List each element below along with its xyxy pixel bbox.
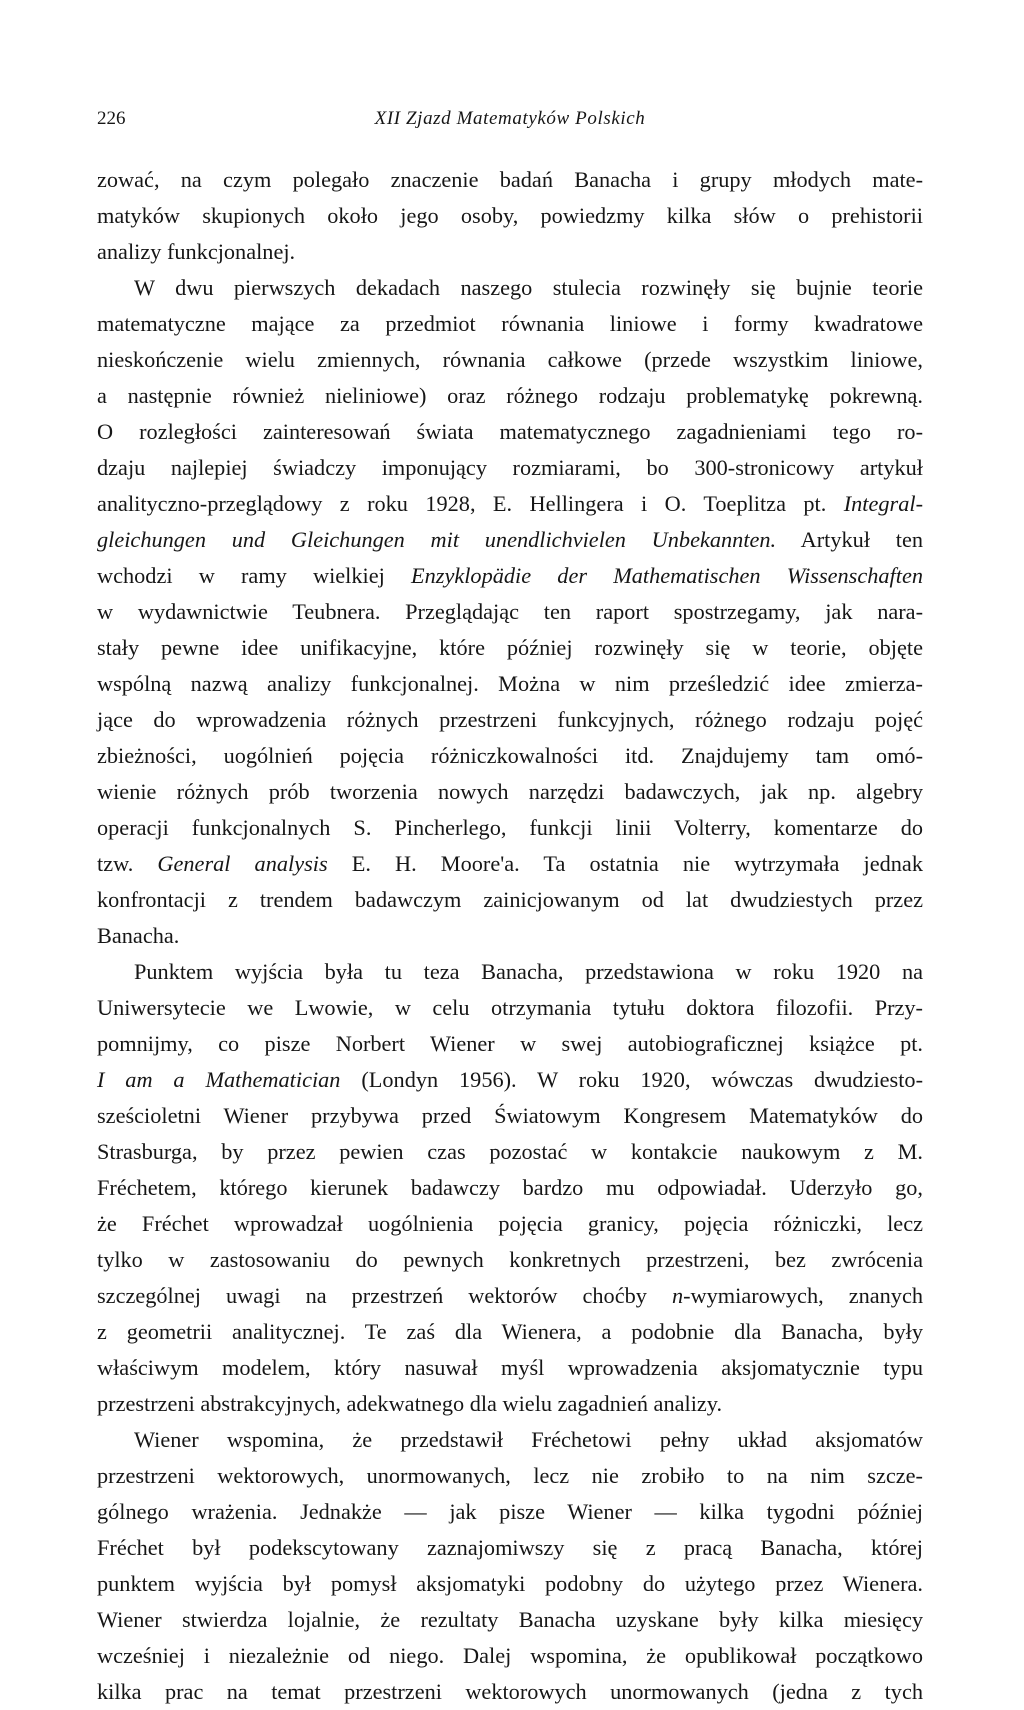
text-segment: przestrzeni abstrakcyjnych, adekwatnego dla wielu zagadnień analizy.	[97, 1391, 723, 1416]
text-segment: wcześniej i niezależnie od niego. Dalej wspomina, że opublikował początkowo	[97, 1643, 923, 1668]
text-segment: dzaju najlepiej świadczy imponujący rozmiarami, bo 300-stronicowy artykuł	[97, 455, 923, 480]
text-segment: Wiener stwierdza lojalnie, że rezultaty Banacha uzyskane były kilka miesięcy	[97, 1607, 923, 1632]
text-segment: w wydawnictwie Teubnera. Przeglądając ten raport spostrzegamy, jak nara-	[97, 599, 923, 624]
page-number: 226	[97, 108, 126, 129]
text-segment: zbieżności, uogólnień pojęcia różniczkowalności itd. Znajdujemy tam omó-	[97, 743, 923, 768]
text-line	[97, 1458, 923, 1494]
text-line	[97, 1566, 923, 1602]
text-line	[97, 270, 923, 306]
italic-text-segment: General analysis	[157, 851, 328, 876]
text-segment: operacji funkcjonalnych S. Pincherlego, funkcji linii Volterry, komentarze do	[97, 815, 923, 840]
text-segment: matyków skupionych około jego osoby, powiedzmy kilka słów o prehistorii	[97, 203, 923, 228]
text-segment: pomnijmy, co pisze Norbert Wiener w swej autobiograficznej książce pt.	[97, 1031, 923, 1056]
text-segment: analizy funkcjonalnej.	[97, 239, 296, 264]
text-segment: -wymiarowych, znanych	[683, 1283, 923, 1308]
text-line	[97, 738, 923, 774]
text-line	[97, 1386, 923, 1422]
text-segment: z geometrii analitycznej. Te zaś dla Wienera, a podobnie dla Banacha, były	[97, 1319, 923, 1344]
text-segment: Fréchet był podekscytowany zaznajomiwszy się z pracą Banacha, której	[97, 1535, 923, 1560]
text-segment: a następnie również nieliniowe) oraz różnego rodzaju problematykę pokrewną.	[97, 383, 923, 408]
text-line	[97, 558, 923, 594]
italic-text-segment: gleichungen und Gleichungen mit unendlichvielen Unbekannten.	[97, 527, 777, 552]
text-segment: matematyczne mające za przedmiot równania liniowe i formy kwadratowe	[97, 311, 923, 336]
text-segment: przestrzeni wektorowych, unormowanych, lecz nie zrobiło to na nim szcze-	[97, 1463, 923, 1488]
text-segment: analityczno-przeglądowy z roku 1928, E. Hellingera i O. Toeplitza pt.	[97, 491, 844, 516]
text-segment: właściwym modelem, który nasuwał myśl wprowadzenia aksjomatycznie typu	[97, 1355, 923, 1380]
text-line	[97, 1314, 923, 1350]
text-segment: Fréchetem, którego kierunek badawczy bardzo mu odpowiadał. Uderzyło go,	[97, 1175, 923, 1200]
italic-text-segment: n	[671, 1283, 684, 1308]
text-line	[97, 1026, 923, 1062]
text-segment: stały pewne idee unifikacyjne, które później rozwinęły się w teorie, objęte	[97, 635, 923, 660]
italic-text-segment: I am a Mathematician	[97, 1067, 341, 1092]
text-segment: W dwu pierwszych dekadach naszego stulecia rozwinęły się bujnie teorie	[134, 275, 923, 300]
text-segment: szczególnej uwagi na przestrzeń wektorów choćby	[97, 1283, 672, 1308]
text-line	[97, 630, 923, 666]
text-line	[97, 1134, 923, 1170]
text-line	[97, 882, 923, 918]
text-line	[97, 378, 923, 414]
text-line	[97, 990, 923, 1026]
text-segment: zować, na czym polegało znaczenie badań Banacha i grupy młodych mate-	[97, 167, 923, 192]
text-segment: jące do wprowadzenia różnych przestrzeni funkcyjnych, różnego rodzaju pojęć	[97, 707, 923, 732]
running-title: XII Zjazd Matematyków Polskich	[374, 108, 646, 129]
text-line	[97, 1062, 923, 1098]
text-line	[97, 846, 923, 882]
text-line	[97, 1638, 923, 1674]
text-line	[97, 1278, 923, 1314]
text-line	[97, 702, 923, 738]
text-line	[97, 1242, 923, 1278]
text-segment: tzw.	[97, 851, 158, 876]
text-line	[97, 1530, 923, 1566]
text-segment: O rozległości zainteresowań świata matematycznego zagadnieniami tego ro-	[97, 419, 923, 444]
text-line	[97, 198, 923, 234]
text-line	[97, 306, 923, 342]
text-line	[97, 774, 923, 810]
text-line	[97, 486, 923, 522]
text-segment: konfrontacji z trendem badawczym zainicjowanym od lat dwudziestych przez	[97, 887, 923, 912]
text-segment: Uniwersytecie we Lwowie, w celu otrzymania tytułu doktora filozofii. Przy-	[97, 995, 923, 1020]
body-text	[97, 162, 923, 1710]
text-segment: Strasburga, by przez pewien czas pozostać w kontakcie naukowym z M.	[97, 1139, 923, 1164]
text-line	[97, 1602, 923, 1638]
text-line	[97, 522, 923, 558]
italic-text-segment: Integral-	[843, 491, 923, 516]
text-segment: kilka prac na temat przestrzeni wektorowych unormowanych (jedna z tych	[97, 1679, 923, 1704]
text-line	[97, 1350, 923, 1386]
text-line	[97, 234, 923, 270]
text-segment: Wiener wspomina, że przedstawił Fréchetowi pełny układ aksjomatów	[134, 1427, 923, 1452]
text-segment: punktem wyjścia był pomysł aksjomatyki podobny do użytego przez Wienera.	[97, 1571, 923, 1596]
text-segment: Punktem wyjścia była tu teza Banacha, przedstawiona w roku 1920 na	[134, 959, 923, 984]
text-segment: Artykuł ten	[776, 527, 923, 552]
text-segment: wspólną nazwą analizy funkcjonalnej. Można w nim prześledzić idee zmierza-	[97, 671, 923, 696]
text-line	[97, 1098, 923, 1134]
text-segment: Banacha.	[97, 923, 180, 948]
text-segment: wchodzi w ramy wielkiej	[97, 563, 411, 588]
text-line	[97, 450, 923, 486]
text-line	[97, 954, 923, 990]
text-segment: gólnego wrażenia. Jednakże — jak pisze Wiener — kilka tygodni później	[97, 1499, 923, 1524]
text-line	[97, 810, 923, 846]
running-header	[97, 106, 923, 132]
text-segment: (Londyn 1956). W roku 1920, wówczas dwudziesto-	[340, 1067, 923, 1092]
text-line	[97, 1206, 923, 1242]
text-line	[97, 1494, 923, 1530]
text-line	[97, 414, 923, 450]
text-line	[97, 918, 923, 954]
text-line	[97, 162, 923, 198]
text-segment: że Fréchet wprowadzał uogólnienia pojęcia granicy, pojęcia różniczki, lecz	[97, 1211, 923, 1236]
text-segment: wienie różnych prób tworzenia nowych narzędzi badawczych, jak np. algebry	[97, 779, 923, 804]
text-segment: E. H. Moore'a. Ta ostatnia nie wytrzymała jednak	[327, 851, 923, 876]
text-segment: nieskończenie wielu zmiennych, równania całkowe (przede wszystkim liniowe,	[97, 347, 923, 372]
text-segment: sześcioletni Wiener przybywa przed Światowym Kongresem Matematyków do	[97, 1103, 923, 1128]
text-segment: tylko w zastosowaniu do pewnych konkretnych przestrzeni, bez zwrócenia	[97, 1247, 923, 1272]
italic-text-segment: Enzyklopädie der Mathematischen Wissenschaften	[411, 563, 923, 588]
text-line	[97, 1170, 923, 1206]
text-line	[97, 1674, 923, 1710]
text-line	[97, 1422, 923, 1458]
text-line	[97, 666, 923, 702]
text-line	[97, 594, 923, 630]
text-line	[97, 342, 923, 378]
